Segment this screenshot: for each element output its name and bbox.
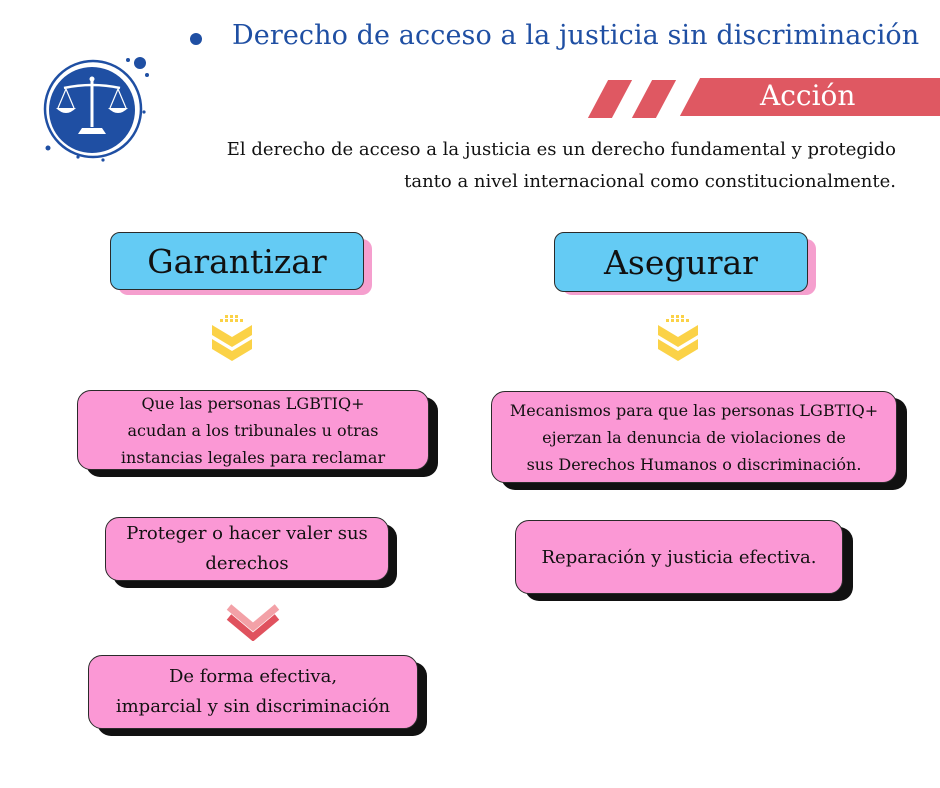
right-card-2-line-1: Reparación y justicia efectiva. bbox=[541, 546, 817, 568]
asegurar-heading: Asegurar bbox=[554, 232, 808, 292]
accion-label: Acción bbox=[760, 79, 856, 112]
banner-stripe-2 bbox=[632, 80, 676, 118]
page-title: Derecho de acceso a la justicia sin discriminación bbox=[232, 20, 920, 51]
right-card-1-line-3: sus Derechos Humanos o discriminación. bbox=[526, 454, 862, 474]
right-card-2 bbox=[515, 520, 843, 594]
scales-of-justice-icon bbox=[36, 48, 154, 166]
left-card-1 bbox=[77, 390, 429, 470]
title-bullet bbox=[190, 33, 202, 45]
left-card-1-line-3: instancias legales para reclamar bbox=[120, 447, 386, 467]
right-card-1-line-1: Mecanismos para que las personas LGBTIQ+ bbox=[509, 400, 879, 420]
left-card-1-line-2: acudan a los tribunales u otras bbox=[127, 420, 379, 440]
left-card-3-line-1: De forma efectiva, bbox=[168, 666, 338, 687]
intro-line-2: tanto a nivel internacional como constitucionalmente. bbox=[404, 171, 896, 192]
right-card-1-line-2: ejerzan la denuncia de violaciones de bbox=[542, 427, 846, 447]
left-card-3-line-2: imparcial y sin discriminación bbox=[115, 696, 391, 717]
double-chevron-down-outline-icon bbox=[225, 601, 281, 641]
intro-text bbox=[176, 134, 896, 198]
double-chevron-down-icon bbox=[210, 313, 254, 363]
left-card-1-line-1: Que las personas LGBTIQ+ bbox=[141, 393, 365, 413]
banner-stripe-1 bbox=[588, 80, 632, 118]
right-card-1 bbox=[491, 391, 897, 483]
double-chevron-down-icon bbox=[656, 313, 700, 363]
left-card-2-line-2: derechos bbox=[205, 553, 289, 574]
left-card-2 bbox=[105, 517, 389, 581]
garantizar-heading: Garantizar bbox=[110, 232, 364, 290]
intro-line-1: El derecho de acceso a la justicia es un derecho fundamental y protegido bbox=[226, 139, 896, 160]
left-card-2-line-1: Proteger o hacer valer sus bbox=[126, 523, 368, 544]
left-card-3 bbox=[88, 655, 418, 729]
